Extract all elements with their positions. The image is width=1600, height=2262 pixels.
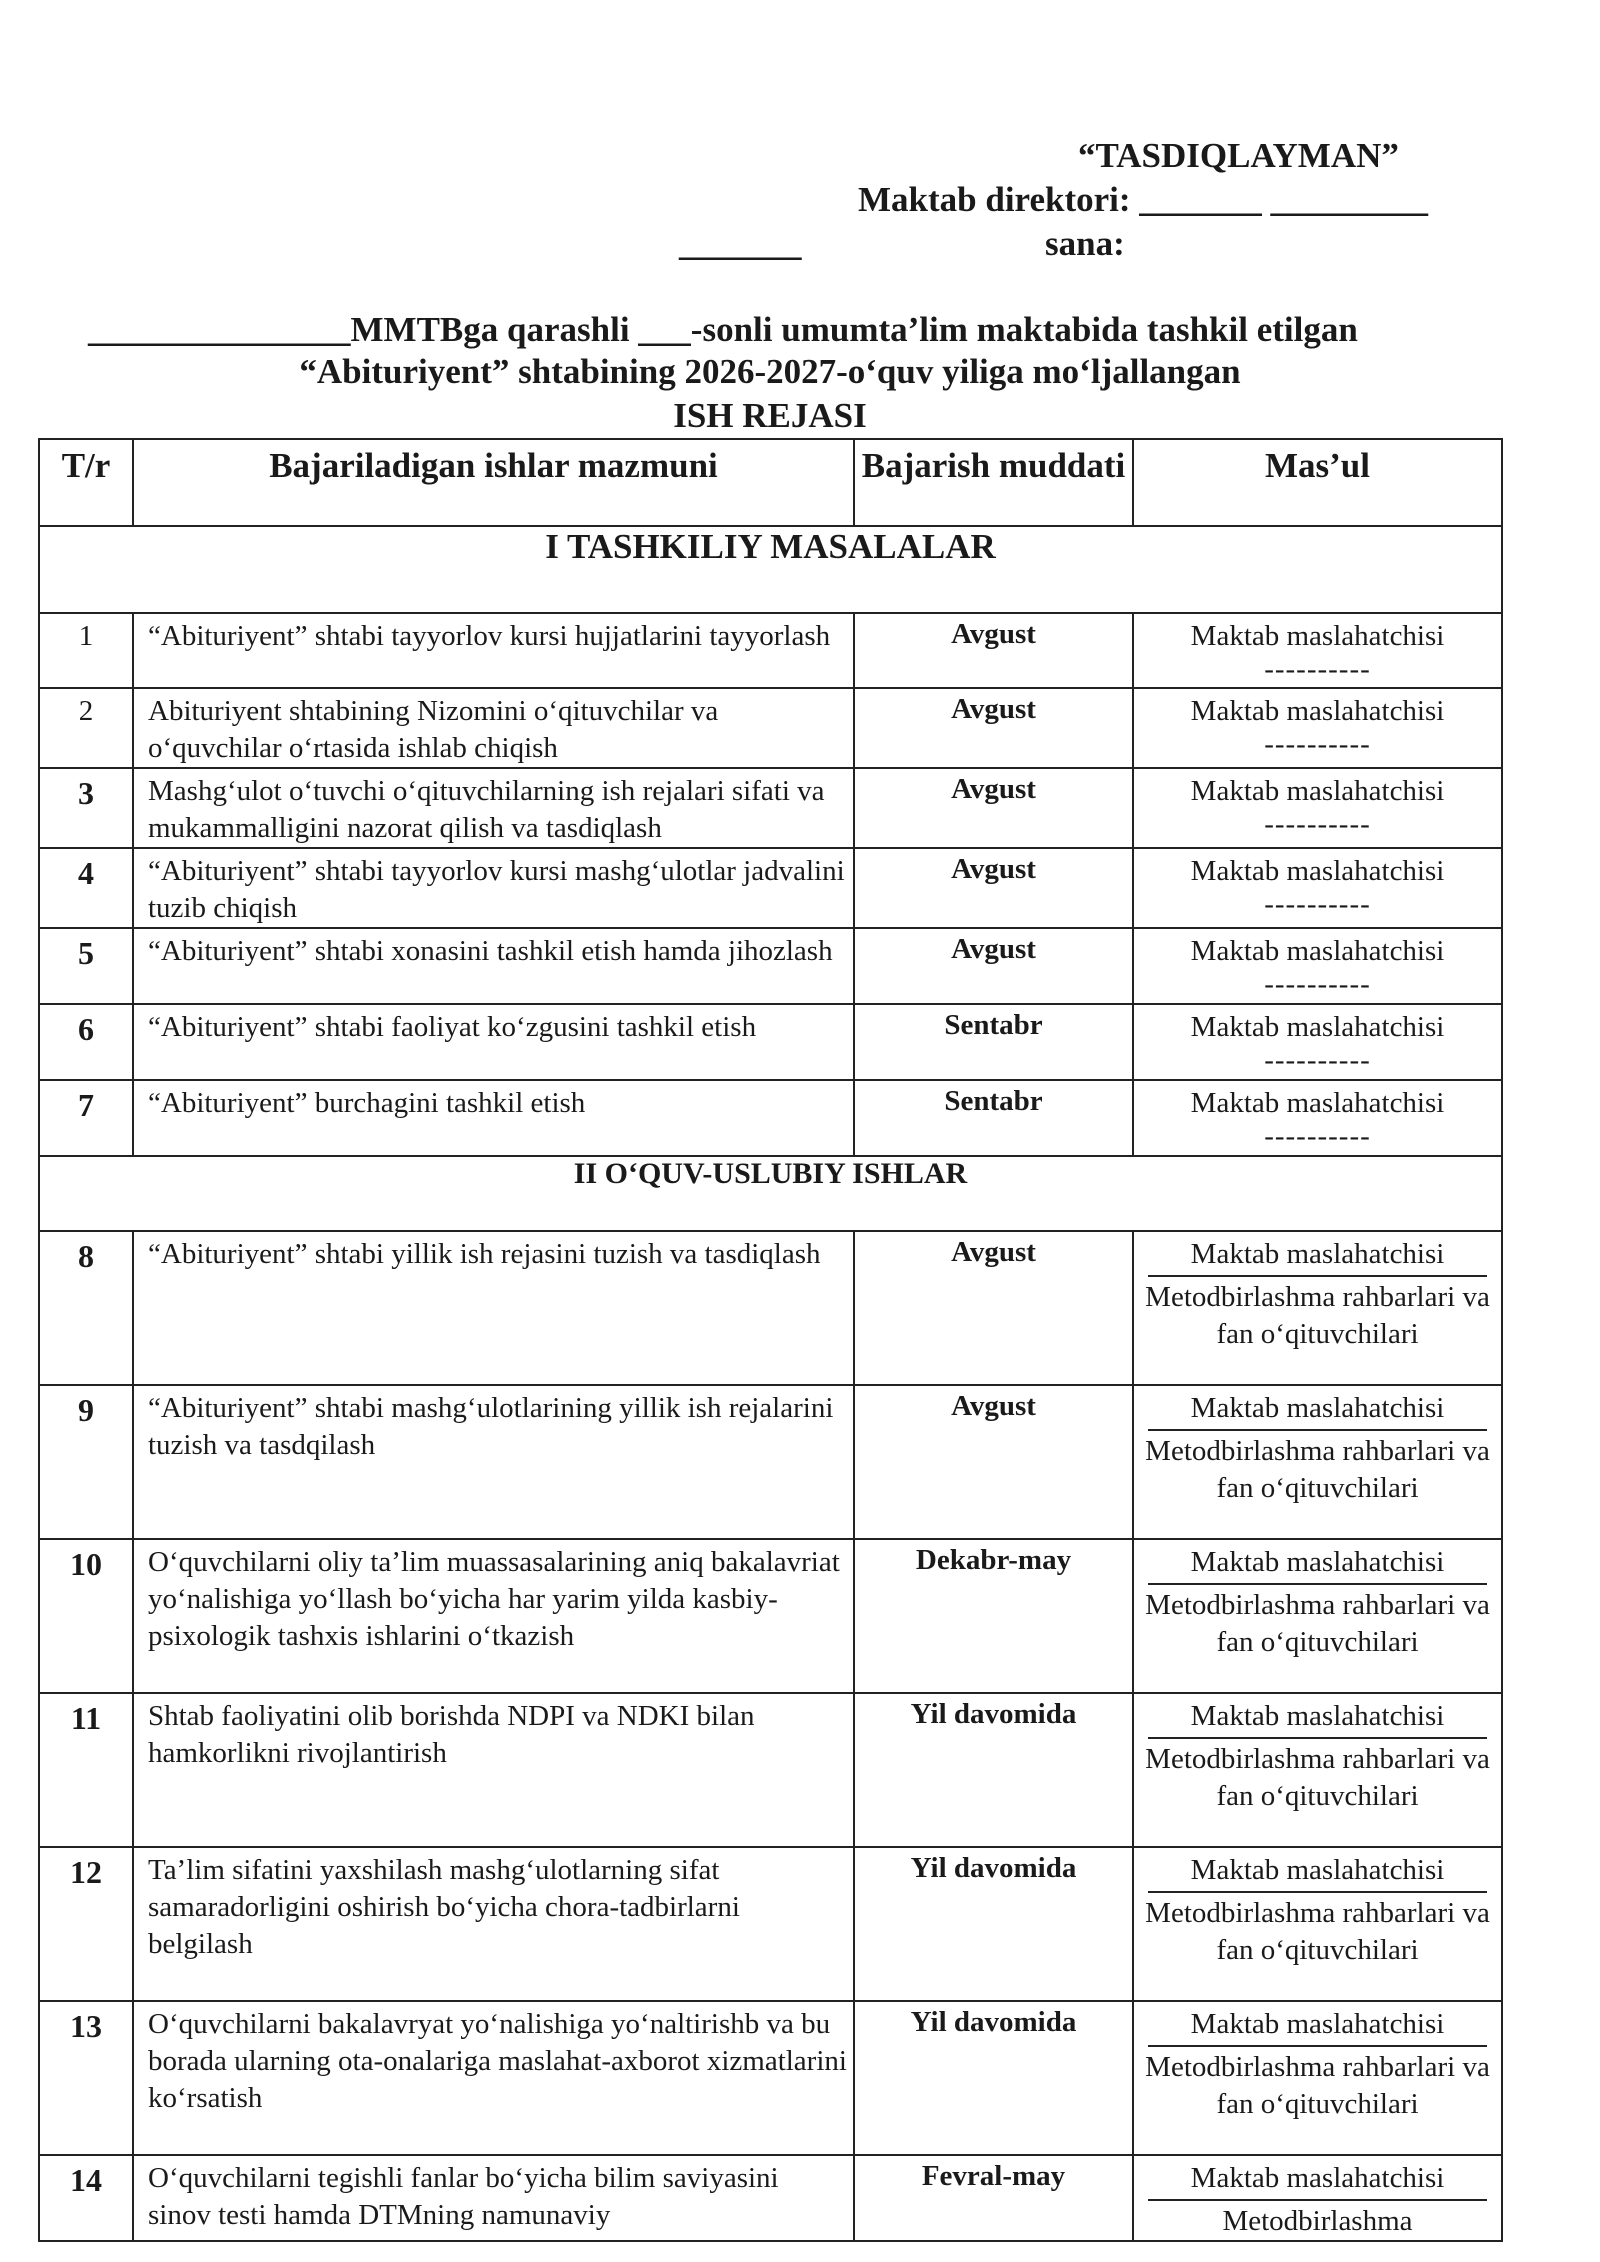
row-number: 4 bbox=[39, 848, 133, 928]
responsible-cell bbox=[1133, 1539, 1502, 1693]
deadline-text: Dekabr-may bbox=[854, 1539, 1133, 1693]
table-row bbox=[39, 1385, 1502, 1539]
header-responsible: Mas’ul bbox=[1133, 439, 1502, 526]
row-number: 1 bbox=[39, 613, 133, 688]
responsible-primary: Maktab maslahatchisi bbox=[1190, 1087, 1445, 1119]
responsible-primary: Maktab maslahatchisi bbox=[1190, 855, 1445, 887]
responsible-primary: Maktab maslahatchisi bbox=[1148, 1544, 1487, 1585]
responsible-primary: Maktab maslahatchisi bbox=[1190, 695, 1445, 727]
section-row bbox=[39, 1156, 1502, 1231]
deadline-text: Yil davomida bbox=[854, 1693, 1133, 1847]
task-text: “Abituriyent” shtabi faoliyat ko‘zgusini tashkil etish bbox=[133, 1004, 854, 1080]
row-number: 3 bbox=[39, 768, 133, 848]
task-text: “Abituriyent” shtabi tayyorlov kursi mashg‘ulotlar jadvalini tuzib chiqish bbox=[133, 848, 854, 928]
task-text: “Abituriyent” burchagini tashkil etish bbox=[133, 1080, 854, 1156]
responsible-primary: Maktab maslahatchisi bbox=[1148, 1390, 1487, 1431]
responsible-secondary: Metodbirlashma bbox=[1222, 2205, 1413, 2237]
responsible-placeholder: ---------- bbox=[1264, 808, 1371, 840]
table-row bbox=[39, 688, 1502, 768]
table-row bbox=[39, 2155, 1502, 2241]
task-text: “Abituriyent” shtabi mashg‘ulotlarining yillik ish rejalarini tuzish va tasdqilash bbox=[133, 1385, 854, 1539]
table-row bbox=[39, 1539, 1502, 1693]
table-body bbox=[39, 526, 1502, 2241]
responsible-secondary: Metodbirlashma rahbarlari va fan o‘qituvchilari bbox=[1145, 2051, 1490, 2120]
document-title-line-3: ISH REJASI bbox=[673, 396, 867, 435]
section-title: I TASHKILIY MASALALAR bbox=[39, 526, 1502, 613]
responsible-placeholder: ---------- bbox=[1264, 653, 1371, 685]
responsible-cell bbox=[1133, 848, 1502, 928]
row-number: 13 bbox=[39, 2001, 133, 2155]
deadline-text: Avgust bbox=[854, 613, 1133, 688]
date-label: sana: bbox=[1045, 224, 1125, 263]
responsible-primary: Maktab maslahatchisi bbox=[1148, 2160, 1487, 2201]
header-task: Bajariladigan ishlar mazmuni bbox=[133, 439, 854, 526]
responsible-primary: Maktab maslahatchisi bbox=[1148, 1852, 1487, 1893]
responsible-placeholder: ---------- bbox=[1264, 1044, 1371, 1076]
section-row bbox=[39, 526, 1502, 613]
responsible-cell bbox=[1133, 1231, 1502, 1385]
task-text: “Abituriyent” shtabi yillik ish rejasini tuzish va tasdiqlash bbox=[133, 1231, 854, 1385]
responsible-secondary: Metodbirlashma rahbarlari va fan o‘qituvchilari bbox=[1145, 1435, 1490, 1504]
responsible-secondary: Metodbirlashma rahbarlari va fan o‘qituvchilari bbox=[1145, 1589, 1490, 1658]
responsible-secondary: Metodbirlashma rahbarlari va fan o‘qituvchilari bbox=[1145, 1743, 1490, 1812]
task-text: Mashg‘ulot o‘tuvchi o‘qituvchilarning ish rejalari sifati va mukammalligini nazorat qilish va tasdiqlash bbox=[133, 768, 854, 848]
responsible-placeholder: ---------- bbox=[1264, 888, 1371, 920]
responsible-primary: Maktab maslahatchisi bbox=[1190, 935, 1445, 967]
deadline-text: Fevral-may bbox=[854, 2155, 1133, 2241]
section-title: II O‘QUV-USLUBIY ISHLAR bbox=[39, 1156, 1502, 1231]
responsible-cell bbox=[1133, 1385, 1502, 1539]
responsible-placeholder: ---------- bbox=[1264, 728, 1371, 760]
task-text: Shtab faoliyatini olib borishda NDPI va NDKI bilan hamkorlikni rivojlantirish bbox=[133, 1693, 854, 1847]
row-number: 12 bbox=[39, 1847, 133, 2001]
task-text: Ta’lim sifatini yaxshilash mashg‘ulotlarning sifat samaradorligini oshirish bo‘yicha chora-tadbirlarni belgilash bbox=[133, 1847, 854, 2001]
row-number: 9 bbox=[39, 1385, 133, 1539]
task-text: “Abituriyent” shtabi xonasini tashkil etish hamda jihozlash bbox=[133, 928, 854, 1004]
row-number: 5 bbox=[39, 928, 133, 1004]
responsible-primary: Maktab maslahatchisi bbox=[1148, 2006, 1487, 2047]
deadline-text: Yil davomida bbox=[854, 1847, 1133, 2001]
approval-stamp-text: “TASDIQLAYMAN” bbox=[1078, 136, 1399, 175]
table-row bbox=[39, 1231, 1502, 1385]
table-header-row bbox=[39, 439, 1502, 526]
task-text: Abituriyent shtabining Nizomini o‘qituvchilar va o‘quvchilar o‘rtasida ishlab chiqish bbox=[133, 688, 854, 768]
deadline-text: Avgust bbox=[854, 688, 1133, 768]
responsible-cell bbox=[1133, 1004, 1502, 1080]
document-title-line-2: “Abituriyent” shtabining 2026-2027-o‘quv yiliga mo‘ljallangan bbox=[299, 352, 1241, 391]
responsible-placeholder: ---------- bbox=[1264, 1120, 1371, 1152]
task-text: O‘quvchilarni tegishli fanlar bo‘yicha bilim saviyasini sinov testi hamda DTMning namunaviy bbox=[133, 2155, 854, 2241]
responsible-cell bbox=[1133, 1847, 1502, 2001]
deadline-text: Avgust bbox=[854, 768, 1133, 848]
work-plan-table bbox=[38, 438, 1503, 2242]
responsible-primary: Maktab maslahatchisi bbox=[1190, 775, 1445, 807]
responsible-primary: Maktab maslahatchisi bbox=[1190, 620, 1445, 652]
responsible-cell bbox=[1133, 928, 1502, 1004]
deadline-text: Avgust bbox=[854, 848, 1133, 928]
responsible-cell bbox=[1133, 1080, 1502, 1156]
header-term: Bajarish muddati bbox=[854, 439, 1133, 526]
date-blank: _______ bbox=[679, 224, 802, 263]
deadline-text: Sentabr bbox=[854, 1004, 1133, 1080]
document-title-line-1: _______________MMTBga qarashli ___-sonli umumta’lim maktabida tashkil etilgan bbox=[88, 310, 1358, 349]
table-row bbox=[39, 848, 1502, 928]
responsible-cell bbox=[1133, 1693, 1502, 1847]
responsible-secondary: Metodbirlashma rahbarlari va fan o‘qituvchilari bbox=[1145, 1281, 1490, 1350]
responsible-primary: Maktab maslahatchisi bbox=[1190, 1011, 1445, 1043]
deadline-text: Avgust bbox=[854, 1385, 1133, 1539]
row-number: 14 bbox=[39, 2155, 133, 2241]
row-number: 6 bbox=[39, 1004, 133, 1080]
responsible-cell bbox=[1133, 613, 1502, 688]
table-row bbox=[39, 613, 1502, 688]
task-text: O‘quvchilarni bakalavryat yo‘nalishiga yo‘naltirishb va bu borada ularning ota-onalariga maslahat-axborot xizmatlarini ko‘rsatish bbox=[133, 2001, 854, 2155]
responsible-cell bbox=[1133, 768, 1502, 848]
row-number: 11 bbox=[39, 1693, 133, 1847]
deadline-text: Yil davomida bbox=[854, 2001, 1133, 2155]
table-row bbox=[39, 928, 1502, 1004]
row-number: 8 bbox=[39, 1231, 133, 1385]
responsible-cell bbox=[1133, 2155, 1502, 2241]
row-number: 7 bbox=[39, 1080, 133, 1156]
row-number: 10 bbox=[39, 1539, 133, 1693]
responsible-primary: Maktab maslahatchisi bbox=[1148, 1698, 1487, 1739]
deadline-text: Sentabr bbox=[854, 1080, 1133, 1156]
responsible-cell bbox=[1133, 688, 1502, 768]
table-row bbox=[39, 2001, 1502, 2155]
header-number: T/r bbox=[39, 439, 133, 526]
table-row bbox=[39, 1080, 1502, 1156]
deadline-text: Avgust bbox=[854, 928, 1133, 1004]
table-row bbox=[39, 768, 1502, 848]
responsible-cell bbox=[1133, 2001, 1502, 2155]
responsible-primary: Maktab maslahatchisi bbox=[1148, 1236, 1487, 1277]
responsible-secondary: Metodbirlashma rahbarlari va fan o‘qituvchilari bbox=[1145, 1897, 1490, 1966]
director-signature-line: Maktab direktori: _______ _________ bbox=[858, 180, 1429, 219]
table-row bbox=[39, 1847, 1502, 2001]
table-row bbox=[39, 1004, 1502, 1080]
responsible-placeholder: ---------- bbox=[1264, 968, 1371, 1000]
row-number: 2 bbox=[39, 688, 133, 768]
deadline-text: Avgust bbox=[854, 1231, 1133, 1385]
task-text: “Abituriyent” shtabi tayyorlov kursi hujjatlarini tayyorlash bbox=[133, 613, 854, 688]
table-row bbox=[39, 1693, 1502, 1847]
task-text: O‘quvchilarni oliy ta’lim muassasalarining aniq bakalavriat yo‘nalishiga yo‘llash bo‘yicha har yarim yilda kasbiy-psixologik tashxis ishlarini o‘tkazish bbox=[133, 1539, 854, 1693]
